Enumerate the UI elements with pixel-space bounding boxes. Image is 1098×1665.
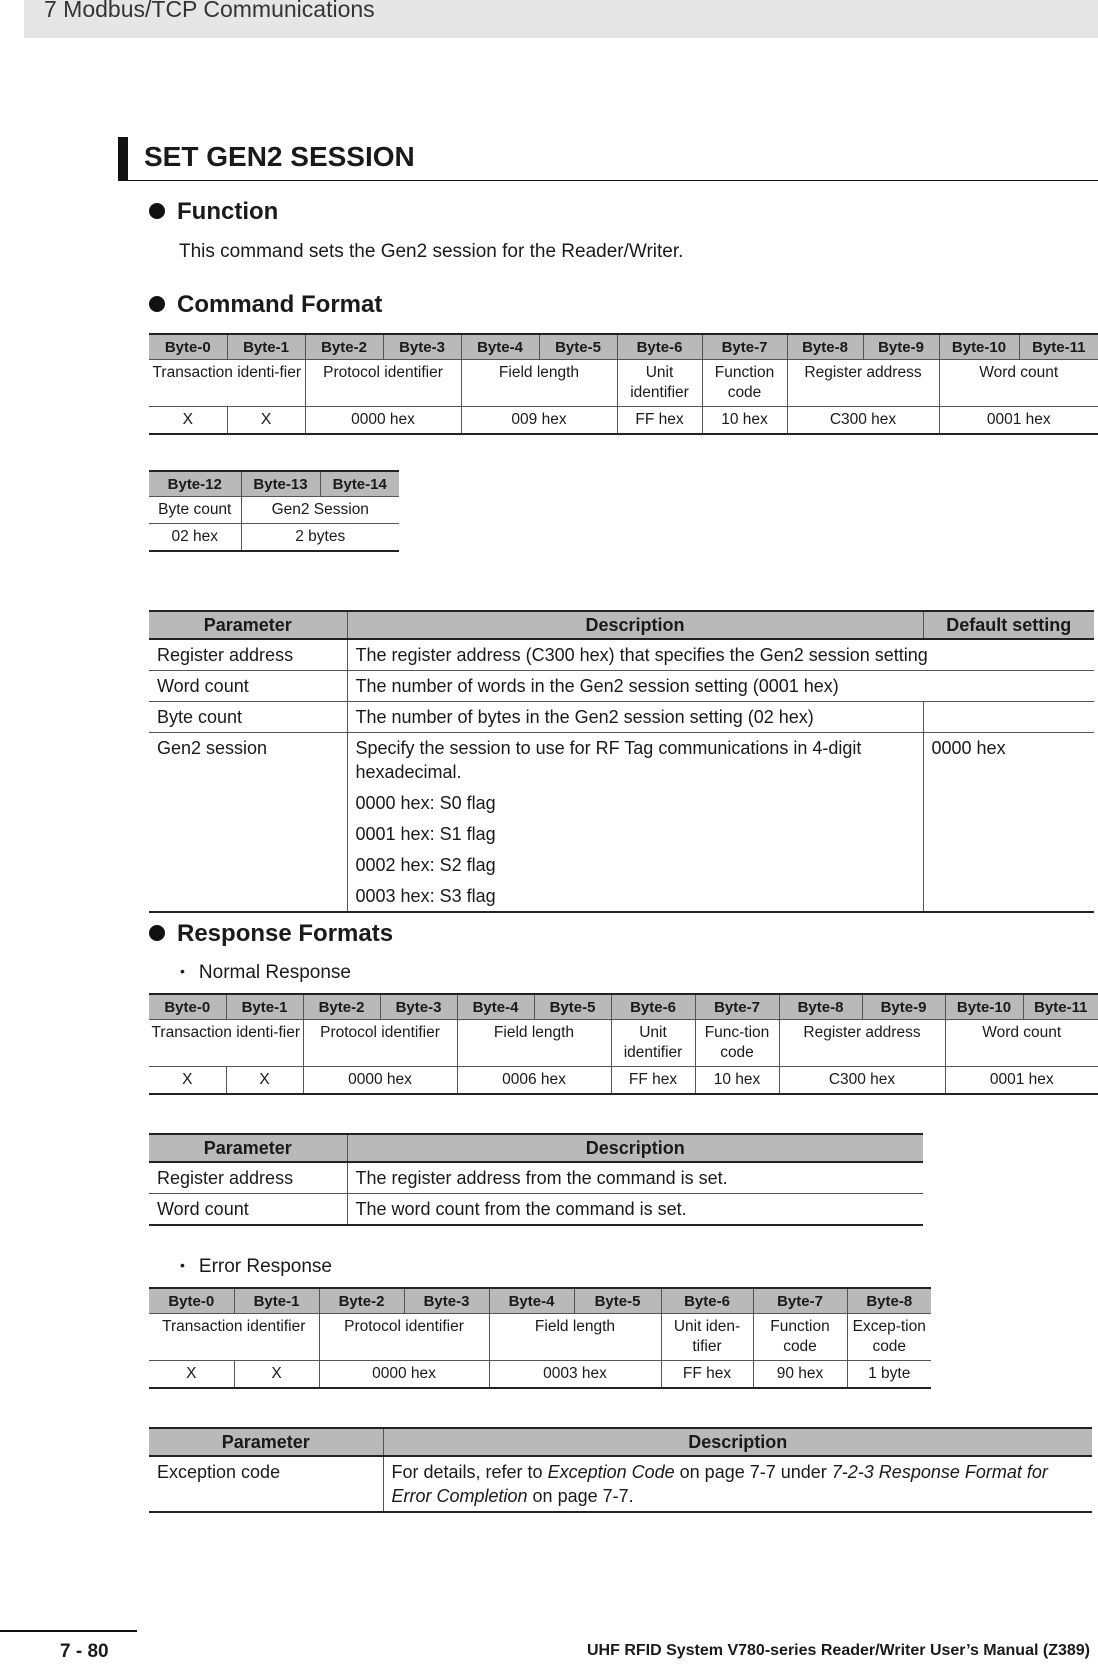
param-default <box>923 702 1094 733</box>
byte-header: Byte-10 <box>939 334 1019 360</box>
byte-header: Byte-7 <box>753 1288 847 1314</box>
field-value: 02 hex <box>149 524 241 552</box>
byte-header: Byte-13 <box>241 471 320 497</box>
field-value: FF hex <box>661 1361 753 1389</box>
field-value: 90 hex <box>753 1361 847 1389</box>
command-byte-table <box>149 333 1098 435</box>
column-header: Parameter <box>149 1134 347 1162</box>
field-label: Field length <box>461 360 617 407</box>
byte-header: Byte-6 <box>661 1288 753 1314</box>
field-label: Protocol identifier <box>305 360 461 407</box>
param-name: Register address <box>149 639 347 671</box>
param-description <box>347 733 923 913</box>
field-value: X <box>234 1361 319 1389</box>
field-value: X <box>226 1067 303 1095</box>
field-value: 0001 hex <box>945 1067 1098 1095</box>
field-value: X <box>149 1361 234 1389</box>
byte-header: Byte-3 <box>380 994 457 1020</box>
field-value: FF hex <box>611 1067 695 1095</box>
field-value: 0001 hex <box>939 407 1098 435</box>
byte-header: Byte-5 <box>534 994 611 1020</box>
command-parameter-table <box>149 610 1094 913</box>
field-value: X <box>149 1067 226 1095</box>
field-label: Transaction identi-fier <box>149 1020 303 1067</box>
field-label: Unit iden-tifier <box>661 1314 753 1361</box>
field-label: Protocol identifier <box>319 1314 489 1361</box>
gen2-session-desc: Specify the session to use for RF Tag communications in 4-digit hexadecimal. <box>355 738 862 782</box>
response-formats-heading: Response Formats <box>149 920 393 948</box>
error-response-label: • Error Response <box>180 1256 332 1277</box>
byte-header: Byte-4 <box>457 994 534 1020</box>
field-label: Word count <box>945 1020 1098 1067</box>
field-value: X <box>149 407 227 435</box>
command-byte-table-2 <box>149 470 399 552</box>
byte-header: Byte-5 <box>539 334 617 360</box>
byte-header: Byte-12 <box>149 471 241 497</box>
param-description: The word count from the command is set. <box>347 1194 923 1226</box>
table-row <box>149 1456 1092 1512</box>
session-option: 0001 hex: S1 flag <box>355 824 496 844</box>
chapter-header: 7 Modbus/TCP Communications <box>44 0 375 22</box>
field-value: 2 bytes <box>241 524 399 552</box>
field-label: Transaction identi-fier <box>149 360 305 407</box>
bullet-icon <box>149 203 165 219</box>
normal-response-parameter-table <box>149 1133 923 1226</box>
byte-header: Byte-0 <box>149 1288 234 1314</box>
field-value: FF hex <box>617 407 702 435</box>
field-label: Excep-tion code <box>847 1314 931 1361</box>
column-header: Parameter <box>149 611 347 639</box>
param-description: The number of bytes in the Gen2 session setting (02 hex) <box>347 702 923 733</box>
field-label: Register address <box>787 360 939 407</box>
byte-header: Byte-2 <box>303 994 380 1020</box>
field-label: Func-tion code <box>695 1020 779 1067</box>
field-label: Unit identifier <box>617 360 702 407</box>
field-value: 009 hex <box>461 407 617 435</box>
byte-header: Byte-2 <box>305 334 383 360</box>
table-row <box>149 1194 923 1226</box>
error-response-parameter-table <box>149 1427 1092 1513</box>
byte-header: Byte-8 <box>787 334 863 360</box>
column-header: Description <box>347 611 923 639</box>
field-label: Field length <box>457 1020 611 1067</box>
byte-header: Byte-11 <box>1023 994 1098 1020</box>
table-row <box>149 733 1094 913</box>
exception-code-ref: Exception Code <box>547 1462 675 1482</box>
field-value: C300 hex <box>779 1067 945 1095</box>
byte-header: Byte-5 <box>574 1288 661 1314</box>
byte-header: Byte-1 <box>226 994 303 1020</box>
field-label: Function code <box>702 360 787 407</box>
param-default: 0000 hex <box>923 733 1094 913</box>
field-value: C300 hex <box>787 407 939 435</box>
section-ref: 7-2-3 Response Format for Error Completion <box>391 1462 1048 1506</box>
field-label: Word count <box>939 360 1098 407</box>
byte-header: Byte-8 <box>847 1288 931 1314</box>
field-label: Gen2 Session <box>241 497 399 524</box>
column-header: Description <box>347 1134 923 1162</box>
page-number: 7 - 80 <box>60 1641 109 1662</box>
manual-title: UHF RFID System V780-series Reader/Writer User’s Manual (Z389) <box>586 1642 1090 1659</box>
byte-header: Byte-9 <box>862 994 945 1020</box>
byte-header: Byte-1 <box>234 1288 319 1314</box>
field-label: Field length <box>489 1314 661 1361</box>
function-text: This command sets the Gen2 session for the Reader/Writer. <box>179 241 684 262</box>
bullet-icon <box>149 296 165 312</box>
session-option: 0002 hex: S2 flag <box>355 855 496 875</box>
table-row <box>149 702 1094 733</box>
byte-header: Byte-6 <box>611 994 695 1020</box>
param-description: The register address from the command is set. <box>347 1162 923 1194</box>
normal-response-byte-table <box>149 993 1098 1095</box>
byte-header: Byte-14 <box>320 471 399 497</box>
field-label: Function code <box>753 1314 847 1361</box>
param-name: Gen2 session <box>149 733 347 913</box>
column-header: Parameter <box>149 1428 383 1456</box>
section-title-bar <box>118 137 1098 181</box>
param-name: Word count <box>149 671 347 702</box>
page-title: SET GEN2 SESSION <box>144 141 415 172</box>
field-value: 0003 hex <box>489 1361 661 1389</box>
byte-header: Byte-6 <box>617 334 702 360</box>
param-name: Word count <box>149 1194 347 1226</box>
column-header: Default setting <box>923 611 1094 639</box>
param-description: The register address (C300 hex) that specifies the Gen2 session setting <box>347 639 1094 671</box>
byte-header: Byte-10 <box>945 994 1023 1020</box>
byte-header: Byte-4 <box>489 1288 574 1314</box>
error-response-byte-table <box>149 1287 931 1389</box>
field-label: Protocol identifier <box>303 1020 457 1067</box>
field-label: Byte count <box>149 497 241 524</box>
byte-header: Byte-8 <box>779 994 862 1020</box>
byte-header: Byte-0 <box>149 334 227 360</box>
command-format-heading: Command Format <box>149 291 382 319</box>
field-value: 0000 hex <box>319 1361 489 1389</box>
field-label: Register address <box>779 1020 945 1067</box>
field-value: 10 hex <box>702 407 787 435</box>
column-header: Description <box>383 1428 1092 1456</box>
byte-header: Byte-11 <box>1019 334 1098 360</box>
field-value: X <box>227 407 305 435</box>
table-row <box>149 1162 923 1194</box>
bullet-icon <box>149 925 165 941</box>
footer-rule <box>0 1630 137 1632</box>
field-label: Unit identifier <box>611 1020 695 1067</box>
param-description: For details, refer to Exception Code on page 7-7 under 7-2-3 Response Format for Error Completion on page 7-7. <box>383 1456 1092 1512</box>
byte-header: Byte-1 <box>227 334 305 360</box>
field-value: 0000 hex <box>305 407 461 435</box>
byte-header: Byte-9 <box>863 334 939 360</box>
table-row <box>149 639 1094 671</box>
param-name: Exception code <box>149 1456 383 1512</box>
field-value: 1 byte <box>847 1361 931 1389</box>
field-label: Transaction identifier <box>149 1314 319 1361</box>
byte-header: Byte-2 <box>319 1288 404 1314</box>
byte-header: Byte-0 <box>149 994 226 1020</box>
session-option: 0003 hex: S3 flag <box>355 886 496 906</box>
table-row <box>149 671 1094 702</box>
param-name: Byte count <box>149 702 347 733</box>
param-name: Register address <box>149 1162 347 1194</box>
field-value: 0000 hex <box>303 1067 457 1095</box>
byte-header: Byte-3 <box>383 334 461 360</box>
field-value: 10 hex <box>695 1067 779 1095</box>
byte-header: Byte-7 <box>702 334 787 360</box>
byte-header: Byte-3 <box>404 1288 489 1314</box>
byte-header: Byte-7 <box>695 994 779 1020</box>
param-description: The number of words in the Gen2 session setting (0001 hex) <box>347 671 1094 702</box>
normal-response-label: • Normal Response <box>180 962 351 983</box>
session-option: 0000 hex: S0 flag <box>355 793 496 813</box>
function-heading: Function <box>149 198 278 226</box>
byte-header: Byte-4 <box>461 334 539 360</box>
field-value: 0006 hex <box>457 1067 611 1095</box>
